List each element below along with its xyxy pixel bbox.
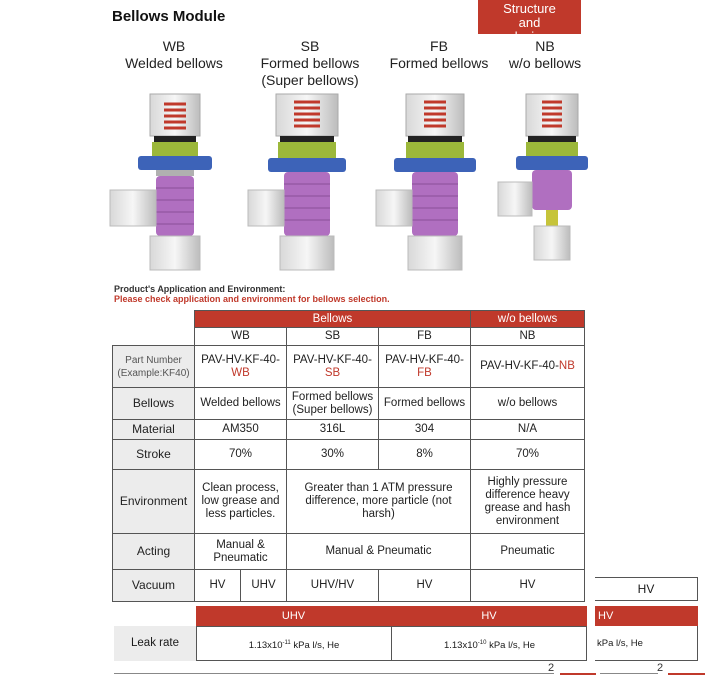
stroke-wb: 70%	[195, 440, 287, 470]
bellows-sb-line2: (Super bellows)	[292, 403, 373, 416]
material-sb: 316L	[287, 420, 379, 440]
badge-line-3: design	[510, 29, 549, 44]
leak-uhv-value: 1.13x10	[248, 640, 283, 652]
footer-rule	[600, 673, 658, 674]
leak-header-uhv: UHV	[196, 606, 391, 626]
part-number-label: Part Number	[125, 354, 182, 366]
table-row-stroke	[113, 440, 585, 470]
part-number-wb	[195, 346, 287, 388]
part-number-fb	[379, 346, 471, 388]
label-environment: Environment	[113, 470, 195, 534]
blank-cell	[113, 328, 195, 346]
part-suffix: WB	[231, 366, 250, 379]
code-fb: FB	[379, 328, 471, 346]
leak-rate-hv	[392, 626, 587, 661]
code-wb: WB	[195, 328, 287, 346]
leak-uhv-exponent: -11	[282, 640, 291, 646]
heading-sb-desc2: (Super bellows)	[261, 72, 359, 88]
leak-uhv-unit: kPa l/s, He	[290, 640, 340, 652]
leak-hv-unit: kPa l/s, He	[486, 640, 536, 652]
part-prefix: PAV-HV-KF-40-	[201, 353, 280, 366]
stroke-fb: 8%	[379, 440, 471, 470]
vacuum-nb: HV	[471, 570, 585, 602]
leak-rate-uhv	[197, 626, 391, 661]
part-suffix: SB	[324, 366, 341, 379]
stroke-sb: 30%	[287, 440, 379, 470]
leak-hv-value: 1.13x10	[443, 640, 478, 652]
material-wb: AM350	[195, 420, 287, 440]
part-number-nb	[471, 346, 585, 388]
leak-header-hv: HV	[391, 606, 587, 626]
vacuum-fb: HV	[379, 570, 471, 602]
footer-rule	[114, 673, 554, 674]
page-number: 2	[548, 662, 555, 674]
blank-cell	[113, 311, 195, 328]
heading-wb	[112, 38, 236, 72]
label-stroke: Stroke	[113, 440, 195, 470]
application-note-title: Product's Application and Environment:	[114, 284, 286, 294]
label-bellows: Bellows	[113, 388, 195, 420]
environment-wb: Clean process, low grease and less particles.	[195, 470, 287, 534]
valve-sb-illustration	[248, 92, 368, 270]
material-fb: 304	[379, 420, 471, 440]
valve-fb-illustration	[376, 92, 496, 270]
table-row-bellows	[113, 388, 585, 420]
heading-fb-code: FB	[430, 38, 448, 54]
fragment-hv-header: HV	[595, 606, 698, 626]
heading-fb	[382, 38, 496, 72]
heading-nb	[500, 38, 590, 72]
leak-hv-exponent: -10	[477, 640, 487, 646]
bellows-wb: Welded bellows	[195, 388, 287, 420]
table-row-material	[113, 420, 585, 440]
code-sb: SB	[287, 328, 379, 346]
bellows-sb-line1: Formed bellows	[291, 390, 374, 403]
vacuum-sb: UHV/HV	[287, 570, 379, 602]
part-prefix: PAV-HV-KF-40-	[480, 360, 559, 372]
stroke-nb: 70%	[471, 440, 585, 470]
valve-nb-illustration	[494, 92, 614, 270]
vacuum-wb-uhv: UHV	[241, 570, 287, 602]
bellows-fb: Formed bellows	[379, 388, 471, 420]
heading-nb-code: NB	[535, 38, 555, 54]
table-row-environment	[113, 470, 585, 534]
label-leak-rate: Leak rate	[114, 626, 196, 661]
environment-nb: Highly pressure difference heavy grease and hash environment	[471, 470, 585, 534]
table-row-acting	[113, 534, 585, 570]
code-nb: NB	[471, 328, 585, 346]
heading-sb	[252, 38, 368, 89]
badge-line-2: and	[518, 15, 541, 30]
label-vacuum: Vacuum	[113, 570, 195, 602]
heading-wb-code: WB	[162, 38, 186, 54]
label-material: Material	[113, 420, 195, 440]
acting-nb: Pneumatic	[471, 534, 585, 570]
footer-accent	[668, 673, 705, 675]
page-number: 2	[657, 662, 664, 674]
table-row-vacuum	[113, 570, 585, 602]
heading-sb-code: SB	[300, 38, 320, 54]
bellows-sb	[287, 388, 379, 420]
application-note-instruction: Please check application and environment for bellows selection.	[114, 294, 390, 304]
part-prefix: PAV-HV-KF-40-	[293, 353, 372, 366]
label-acting: Acting	[113, 534, 195, 570]
group-header-bellows: Bellows	[195, 311, 471, 328]
fragment-leak-unit: kPa l/s, He	[595, 626, 698, 661]
table-group-row	[113, 311, 585, 328]
vacuum-wb-hv: HV	[195, 570, 241, 602]
part-suffix: NB	[558, 360, 575, 372]
heading-wb-desc: Welded bellows	[125, 55, 223, 71]
heading-sb-desc: Formed bellows	[260, 55, 360, 71]
part-number-example: (Example:KF40)	[117, 367, 190, 379]
spec-table	[112, 310, 585, 602]
heading-nb-desc: w/o bellows	[508, 55, 582, 71]
table-row-part-number	[113, 346, 585, 388]
environment-sb-fb: Greater than 1 ATM pressure difference, more particle (not harsh)	[287, 470, 471, 534]
part-number-sb	[287, 346, 379, 388]
part-prefix: PAV-HV-KF-40-	[385, 353, 464, 366]
label-part-number	[113, 346, 195, 388]
material-nb: N/A	[471, 420, 585, 440]
acting-wb: Manual & Pneumatic	[195, 534, 287, 570]
fragment-vacuum-hv: HV	[595, 577, 698, 601]
module-title: Bellows Module	[112, 8, 226, 25]
table-code-row	[113, 328, 585, 346]
footer-accent	[560, 673, 596, 675]
acting-sb-fb: Manual & Pneumatic	[287, 534, 471, 570]
badge-line-1: Structure	[503, 1, 556, 16]
group-header-wo-bellows: w/o bellows	[471, 311, 585, 328]
bellows-nb: w/o bellows	[471, 388, 585, 420]
heading-fb-desc: Formed bellows	[389, 55, 489, 71]
part-suffix: FB	[417, 366, 432, 379]
structure-design-badge	[478, 0, 581, 44]
valve-wb-illustration	[110, 92, 230, 270]
